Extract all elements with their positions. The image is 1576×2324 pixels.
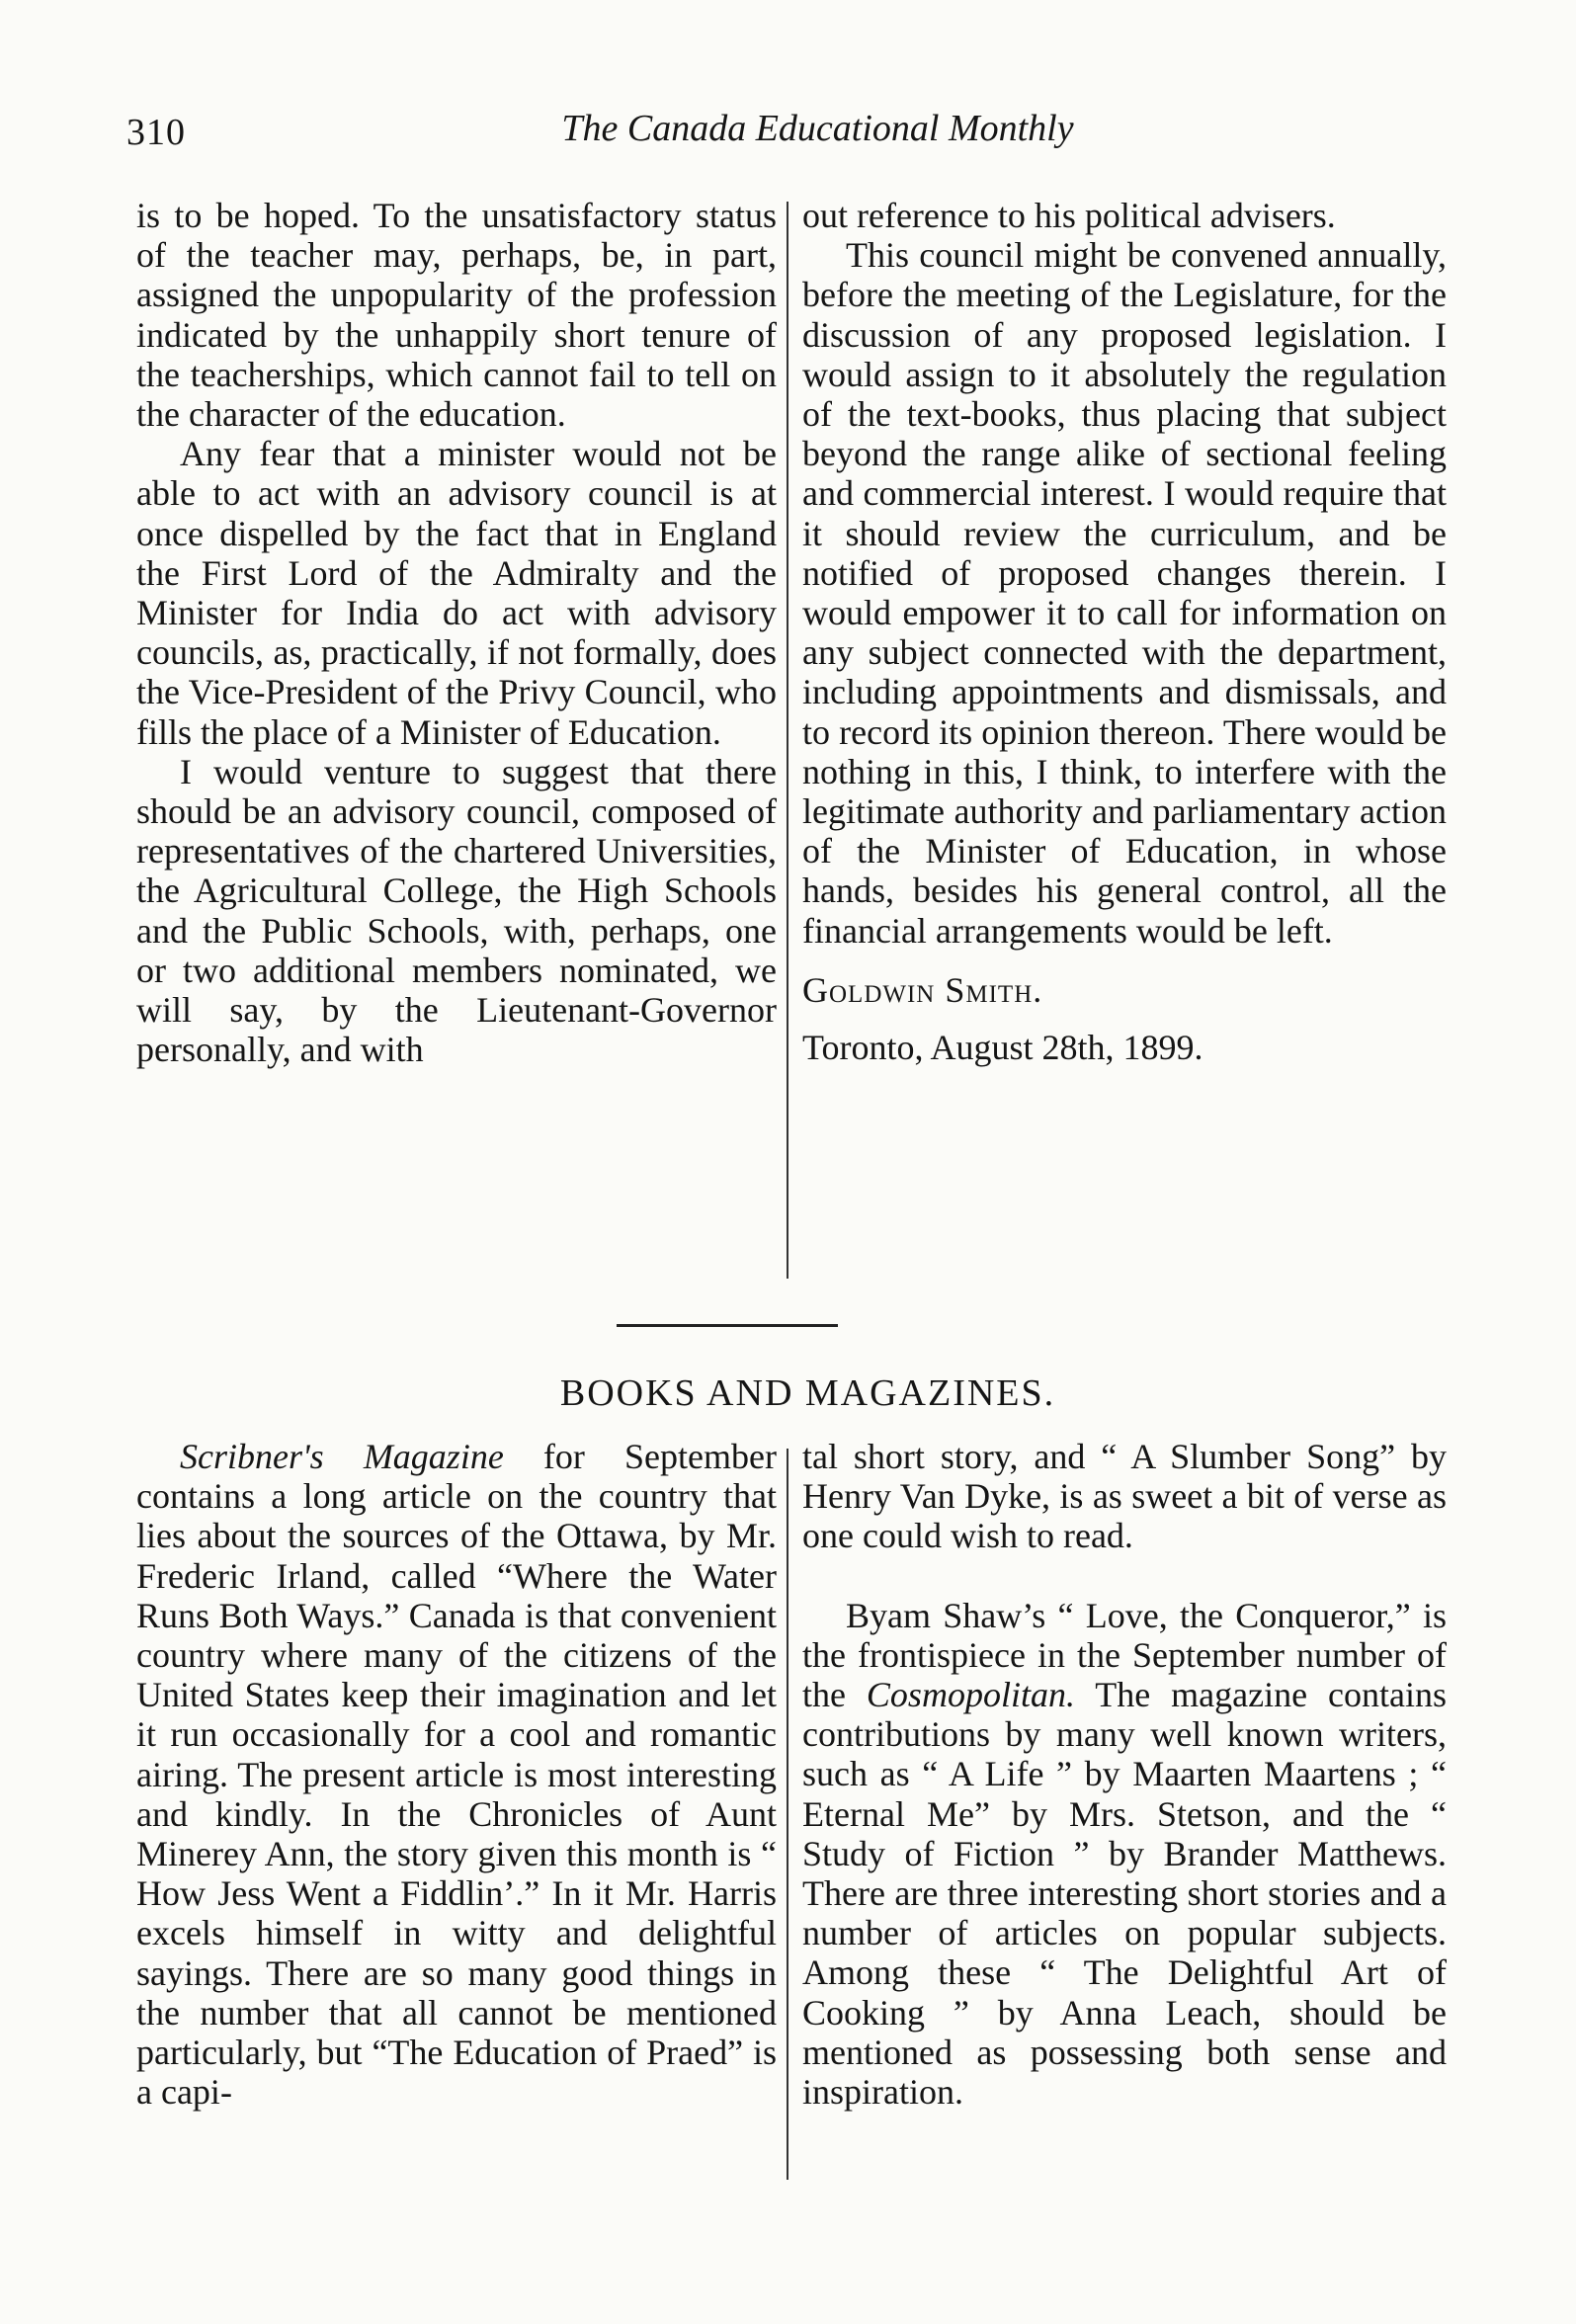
magazine-title: Scribner's Magazine	[180, 1437, 504, 1476]
column-divider	[787, 202, 788, 1279]
paragraph: is to be hoped. To the unsatisfactory status of the teacher may, perhaps, be, in part, assigned the unpopularity of the profession indicated by the unhappily short tenure of the teacherships, which cannot fail to tell on the character of the education.	[136, 196, 777, 435]
signature: Goldwin Smith.	[802, 969, 1043, 1010]
paragraph	[802, 1596, 1447, 2113]
paragraph: out reference to his political advisers.	[802, 196, 1336, 235]
paragraph: Any fear that a minister would not be able to act with an advisory council is at once dispelled by the fact that in England the First Lord of the Admiralty and the Minister for India do act with advisory councils, as, practically, if not formally, does the Vice-President of the Privy Council, who fills the place of a Minister of Education.	[136, 434, 777, 752]
paragraph-text: for September contains a long article on the country that lies about the sources of the Ottawa, by Mr. Frederic Irland, called “Where the Water Runs Both Ways.” Canada is that convenient country where many of the citizens of the United States keep their imagination and let it run occasionally for a cool and romantic airing. The present article is most interesting and kindly. In the Chronicles of Aunt Minerey Ann, the story given this month is “ How Jess Went a Fiddlin’.” In it Mr. Harris excels himself in witty and delightful sayings. There are so many good things in the number that all cannot be mentioned particularly, but “The Education of Praed” is a capi-	[136, 1437, 777, 2113]
section-separator-rule	[617, 1324, 838, 1327]
letter-right-column	[802, 196, 1447, 1067]
magazine-title: Cosmopolitan.	[866, 1675, 1075, 1715]
section-heading: BOOKS AND MAGAZINES.	[559, 1372, 1056, 1414]
paragraph-gap	[802, 1556, 1447, 1596]
paragraph: I would venture to suggest that there should be an advisory council, composed of representatives of the chartered Universities, the Agricultural College, the High Schools and the Public Schools, with, perhaps, one or two additional members nominated, we will say, by the Lieutenant-Governor personally, and with	[136, 751, 777, 1070]
dateline: Toronto, August 28th, 1899.	[802, 1028, 1203, 1068]
books-left-column	[136, 1437, 777, 2112]
books-right-column	[802, 1437, 1447, 2112]
paragraph-text: Byam Shaw’s “ Love, the Conqueror,” is the frontispiece in the September number of the	[802, 1595, 1447, 1715]
column-divider	[787, 1449, 788, 2180]
paragraph-text: The magazine contains contributions by many well known writers, such as “ A Life ” by Maarten Maartens ; “ Eternal Me” by Mrs. Stetson, and the “ Study of Fiction ” by Brander Matthews. There are three interesting short stories and a number of articles on popular subjects. Among these “ The Delightful Art of Cooking ” by Anna Leach, should be mentioned as possessing both sense and inspiration.	[802, 1675, 1447, 2113]
letter-left-column	[136, 196, 777, 1069]
running-title: The Canada Educational Monthly	[561, 108, 1074, 149]
paragraph: tal short story, and “ A Slumber Song” by Henry Van Dyke, is as sweet a bit of verse as one could wish to read.	[802, 1437, 1447, 1556]
paragraph: This council might be convened annually, before the meeting of the Legislature, for the discussion of any proposed legislation. I would assign to it absolutely the regulation of the text-books, thus placing that subject beyond the range alike of sectional feeling and commercial interest. I would require that it should review the curriculum, and be notified of proposed changes therein. I would empower it to call for information on any subject connected with the department, including appointments and dismissals, and to record its opinion thereon. There would be nothing in this, I think, to interfere with the legitimate authority and parliamentary action of the Minister of Education, in whose hands, besides his general control, all the financial arrangements would be left.	[802, 235, 1447, 951]
paragraph	[136, 1437, 777, 2112]
page-number: 310	[126, 112, 186, 153]
